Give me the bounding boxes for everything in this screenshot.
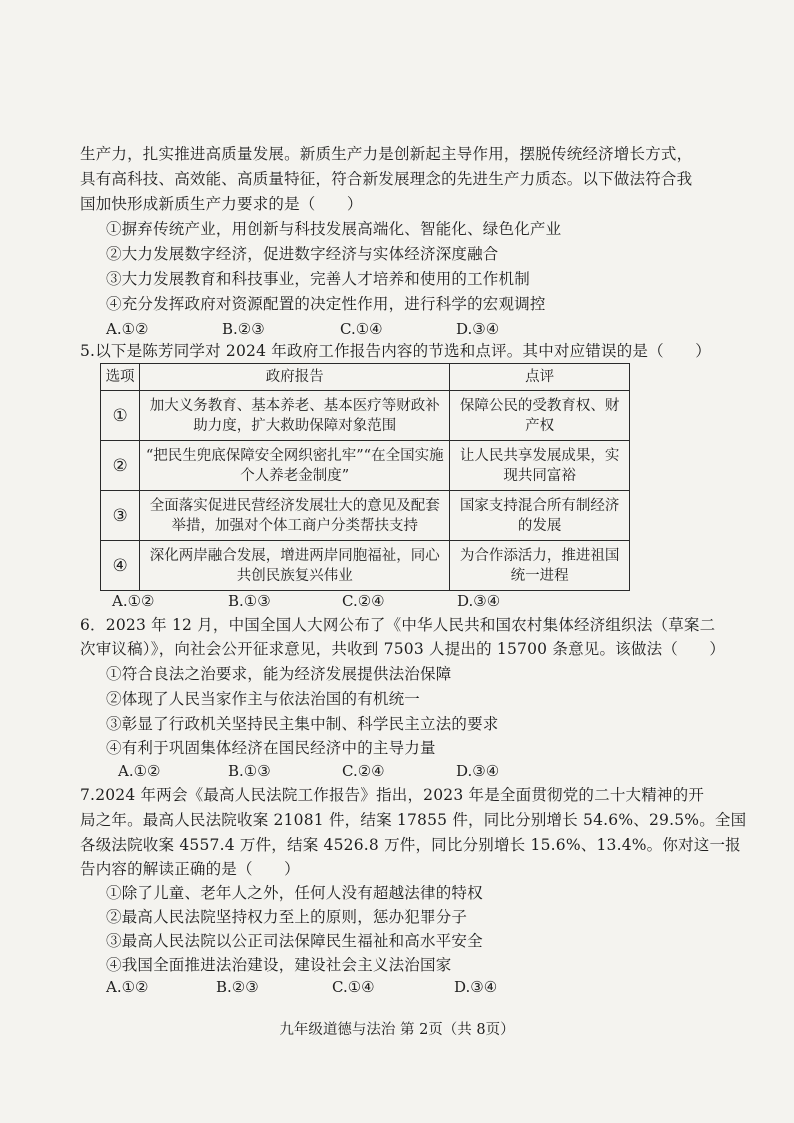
statement: ③彰显了行政机关坚持民主集中制、科学民主立法的要求 <box>106 715 499 733</box>
option-b: B.①③ <box>228 592 271 610</box>
statement: ④我国全面推进法治建设，建设社会主义法治国家 <box>106 956 452 974</box>
table-row <box>101 441 630 491</box>
row-comment: 为合作添活力，推进祖国统一进程 <box>450 541 630 591</box>
question-7-stem: 告内容的解读正确的是（ ） <box>80 860 300 878</box>
question-7-stem: 局之年。最高人民法院收案 21081 件，结案 17855 件，同比分别增长 54.6%、29.5%。全国 <box>80 811 747 829</box>
row-comment: 让人民共享发展成果，实现共同富裕 <box>450 441 630 491</box>
row-comment: 保障公民的受教育权、财产权 <box>450 391 630 441</box>
table-row <box>101 541 630 591</box>
option-d: D.③④ <box>454 978 498 996</box>
question-5-table <box>100 363 630 591</box>
header-option: 选项 <box>101 364 140 391</box>
option-a: A.①② <box>106 978 149 996</box>
option-c: C.②④ <box>342 762 385 780</box>
option-a: A.①② <box>106 320 149 338</box>
statement: ③大力发展教育和科技事业，完善人才培养和使用的工作机制 <box>106 270 530 288</box>
row-number: ② <box>101 441 140 491</box>
option-c: C.②④ <box>342 592 385 610</box>
statement: ③最高人民法院以公正司法保障民生福祉和高水平安全 <box>106 932 483 950</box>
header-comment: 点评 <box>450 364 630 391</box>
statement: ②体现了人民当家作主与依法治国的有机统一 <box>106 690 421 708</box>
question-6-stem: 6．2023 年 12 月，中国全国人大网公布了《中华人民共和国农村集体经济组织法（草案二 <box>80 616 716 634</box>
option-d: D.③④ <box>456 762 500 780</box>
option-d: D.③④ <box>456 320 500 338</box>
row-report: 加大义务教育、基本养老、基本医疗等财政补助力度，扩大救助保障对象范围 <box>140 391 450 441</box>
statement: ④有利于巩固集体经济在国民经济中的主导力量 <box>106 739 436 757</box>
statement: ②最高人民法院坚持权力至上的原则，惩办犯罪分子 <box>106 908 468 926</box>
option-a: A.①② <box>112 592 155 610</box>
table-row <box>101 391 630 441</box>
row-report: “把民生兜底保障安全网织密扎牢”“在全国实施个人养老金制度” <box>140 441 450 491</box>
intro-line: 国加快形成新质生产力要求的是（ ） <box>80 195 363 213</box>
table-header-row <box>101 364 630 391</box>
row-number: ④ <box>101 541 140 591</box>
intro-line: 具有高科技、高效能、高质量特征，符合新发展理念的先进生产力质态。以下做法符合我 <box>80 170 693 188</box>
row-report: 全面落实促进民营经济发展壮大的意见及配套举措，加强对个体工商户分类帮扶支持 <box>140 491 450 541</box>
option-c: C.①④ <box>332 978 375 996</box>
question-7-stem: 7.2024 年两会《最高人民法院工作报告》指出，2023 年是全面贯彻党的二十大精神的开 <box>80 786 705 804</box>
option-b: B.②③ <box>216 978 259 996</box>
option-b: B.①③ <box>228 762 271 780</box>
row-number: ① <box>101 391 140 441</box>
row-comment: 国家支持混合所有制经济的发展 <box>450 491 630 541</box>
header-report: 政府报告 <box>140 364 450 391</box>
statement: ①符合良法之治要求，能为经济发展提供法治保障 <box>106 665 452 683</box>
option-a: A.①② <box>118 762 161 780</box>
option-b: B.②③ <box>222 320 265 338</box>
option-c: C.①④ <box>340 320 383 338</box>
question-6-stem: 次审议稿）》，向社会公开征求意见，共收到 7503 人提出的 15700 条意见。该做法（ ） <box>80 640 726 658</box>
table-row <box>101 491 630 541</box>
question-7-stem: 各级法院收案 4557.4 万件，结案 4526.8 万件，同比分别增长 15.6%、13.4%。你对这一报 <box>80 836 741 854</box>
option-d: D.③④ <box>457 592 501 610</box>
statement: ④充分发挥政府对资源配置的决定性作用，进行科学的宏观调控 <box>106 295 546 313</box>
statement: ①除了儿童、老年人之外，任何人没有超越法律的特权 <box>106 884 483 902</box>
statement: ①摒弃传统产业，用创新与科技发展高端化、智能化、绿色化产业 <box>106 220 562 238</box>
row-number: ③ <box>101 491 140 541</box>
question-5-stem: 5.以下是陈芳同学对 2024 年政府工作报告内容的节选和点评。其中对应错误的是（ ） <box>80 342 711 360</box>
intro-line: 生产力，扎实推进高质量发展。新质生产力是创新起主导作用，摆脱传统经济增长方式， <box>80 145 693 163</box>
statement: ②大力发展数字经济，促进数字经济与实体经济深度融合 <box>106 245 499 263</box>
row-report: 深化两岸融合发展，增进两岸同胞福祉，同心共创民族复兴伟业 <box>140 541 450 591</box>
page-footer: 九年级道德与法治 第 2页（共 8页） <box>279 1022 515 1038</box>
